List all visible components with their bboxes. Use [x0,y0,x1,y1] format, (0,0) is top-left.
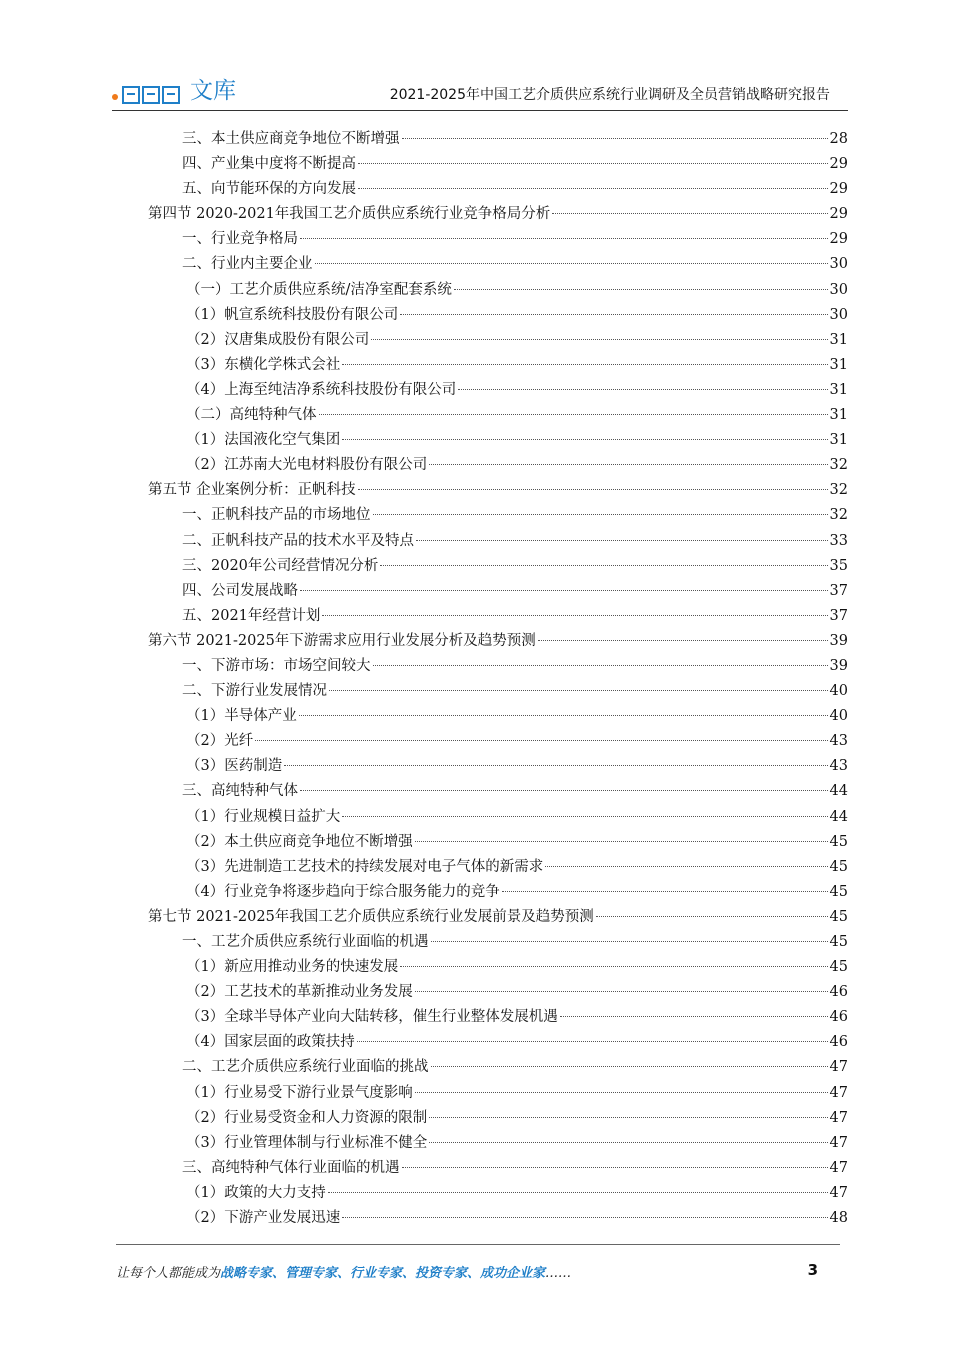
toc-entry-label: （3）医药制造 [186,758,283,775]
toc-entry[interactable] [148,930,848,955]
toc-entry[interactable] [148,1156,848,1181]
toc-leader-dots [300,238,828,239]
toc-entry[interactable] [148,252,848,277]
logo [112,70,236,104]
toc-entry[interactable] [148,303,848,328]
toc-entry-page: 29 [829,156,848,173]
toc-entry-page: 45 [829,833,848,850]
toc-entry-page: 47 [829,1134,848,1151]
toc-entry-label: （一）工艺介质供应系统/洁净室配套系统 [186,281,452,298]
toc-entry-label: 二、工艺介质供应系统行业面临的挑战 [182,1059,429,1076]
toc-entry-page: 29 [829,231,848,248]
footer-prefix: 让每个人都能成为 [116,1266,221,1281]
toc-entry-page: 47 [829,1059,848,1076]
toc-entry[interactable] [148,729,848,754]
toc-leader-dots [538,640,828,641]
toc-entry-label: 三、本土供应商竞争地位不断增强 [182,131,400,147]
toc-entry-page: 40 [829,683,848,700]
toc-entry-label: （2）行业易受资金和人力资源的限制 [186,1109,428,1126]
toc-entry-label: （3）行业管理体制与行业标准不健全 [186,1134,428,1151]
toc-leader-dots [415,841,828,842]
toc-entry-label: （3）先进制造工艺技术的持续发展对电子气体的新需求 [186,858,544,875]
toc-entry[interactable] [148,353,848,378]
toc-entry-page: 47 [829,1109,848,1126]
toc-entry-label: （1）法国液化空气集团 [186,432,341,449]
toc-entry-page: 47 [829,1084,848,1101]
toc-entry[interactable] [148,1055,848,1080]
toc-entry[interactable] [148,629,848,654]
toc-entry-label: 第七节 2021-2025年我国工艺介质供应系统行业发展前景及趋势预测 [148,908,594,925]
toc-leader-dots [416,540,828,541]
toc-leader-dots [342,816,827,817]
toc-entry-label: 四、产业集中度将不断提高 [182,156,356,173]
toc-entry-page: 46 [829,984,848,1001]
toc-entry[interactable] [148,127,848,152]
toc-entry-page: 37 [829,582,848,599]
toc-entry-label: 五、向节能环保的方向发展 [182,181,356,198]
toc-entry-label: 第五节 企业案例分析：正帆科技 [148,482,356,499]
toc-leader-dots [402,138,828,139]
toc-entry[interactable] [148,152,848,177]
toc-leader-dots [300,790,828,791]
toc-leader-dots [371,339,827,340]
toc-entry-label: 第四节 2020-2021年我国工艺介质供应系统行业竞争格局分析 [148,206,551,223]
toc-entry-label: 四、公司发展战略 [182,582,298,599]
toc-entry-page: 30 [829,281,848,298]
toc-entry-label: 第六节 2021-2025年下游需求应用行业发展分析及趋势预测 [148,632,536,649]
toc-entry-label: （4）行业竞争将逐步趋向于综合服务能力的竞争 [186,883,500,900]
toc-entry-label: 一、正帆科技产品的市场地位 [182,507,371,524]
toc-entry[interactable] [148,880,848,905]
toc-entry[interactable] [148,955,848,980]
toc-entry-page: 29 [829,181,848,198]
toc-entry[interactable] [148,754,848,779]
toc-leader-dots [319,414,828,415]
toc-entry-page: 47 [829,1184,848,1201]
toc-entry-label: （1）半导体产业 [186,708,297,725]
toc-leader-dots [458,389,827,390]
toc-entry[interactable] [148,654,848,679]
logo-text: 文库 [190,78,236,104]
toc-entry-page: 39 [829,657,848,674]
toc-entry-label: 一、行业竞争格局 [182,231,298,248]
toc-entry-page: 45 [829,959,848,976]
toc-entry-page: 43 [829,758,848,775]
toc-entry-label: （2）下游产业发展迅速 [186,1210,341,1227]
logo-letter-icon [122,86,140,104]
toc-entry[interactable] [148,980,848,1005]
page-number: 3 [807,1261,818,1279]
toc-entry-page: 45 [829,883,848,900]
toc-leader-dots [402,1167,828,1168]
toc-entry[interactable] [148,830,848,855]
toc-entry-label: 一、工艺介质供应系统行业面临的机遇 [182,934,429,950]
toc-leader-dots [429,1117,827,1118]
toc-entry[interactable] [148,1206,848,1231]
toc-entry-page: 31 [829,331,848,348]
toc-leader-dots [357,1041,828,1042]
toc-entry-label: 五、2021年经营计划 [182,607,321,624]
toc-leader-dots [342,364,827,365]
toc-entry-label: 三、高纯特种气体行业面临的机遇 [182,1159,400,1176]
toc-entry-page: 40 [829,708,848,725]
toc-leader-dots [255,740,827,741]
toc-entry-page: 48 [829,1210,848,1227]
toc-entry[interactable] [148,1106,848,1131]
toc-leader-dots [552,213,827,214]
toc-entry-label: 二、正帆科技产品的技术水平及特点 [182,532,414,549]
toc-entry-page: 32 [829,507,848,524]
toc-entry-label: （1）帆宣系统科技股份有限公司 [186,306,399,323]
toc-entry[interactable] [148,378,848,403]
toc-entry-label: （2）汉唐集成股份有限公司 [186,331,370,348]
toc-leader-dots [373,514,828,515]
toc-entry-page: 45 [829,908,848,925]
toc-leader-dots [429,464,827,465]
toc-entry-page: 39 [829,632,848,649]
toc-leader-dots [502,891,828,892]
toc-entry[interactable] [148,905,848,930]
toc-entry-page: 31 [829,381,848,398]
footer-slogan [116,1262,571,1281]
toc-entry-page: 45 [829,934,848,950]
toc-leader-dots [342,439,827,440]
toc-entry-label: （2）江苏南大光电材料股份有限公司 [186,457,428,474]
toc-entry[interactable] [148,1081,848,1106]
toc-entry-label: （二）高纯特种气体 [186,407,317,424]
toc-entry[interactable] [148,1005,848,1030]
toc-entry-label: （3）东横化学株式会社 [186,356,341,373]
toc-entry[interactable] [148,278,848,303]
toc-entry-page: 29 [829,206,848,223]
toc-entry[interactable] [148,503,848,528]
toc-entry-page: 43 [829,733,848,750]
toc-leader-dots [431,941,828,942]
page-header [112,66,848,111]
toc-entry-page: 30 [829,306,848,323]
toc-entry[interactable] [148,529,848,554]
toc-entry-label: 三、2020年公司经营情况分析 [182,557,379,574]
toc-entry-label: （1）行业易受下游行业景气度影响 [186,1084,413,1101]
toc-entry-page: 32 [829,482,848,499]
toc-entry-label: （3）全球半导体产业向大陆转移，催生行业整体发展机遇 [186,1009,558,1026]
toc-leader-dots [415,1092,828,1093]
toc-entry-page: 32 [829,457,848,474]
toc-leader-dots [342,1217,827,1218]
toc-entry[interactable] [148,403,848,428]
toc-entry-page: 30 [829,256,848,273]
toc-entry[interactable] [148,579,848,604]
toc-entry[interactable] [148,328,848,353]
toc-entry[interactable] [148,177,848,202]
toc-entry-label: （1）新应用推动业务的快速发展 [186,959,399,976]
toc-entry-page: 45 [829,858,848,875]
toc-entry-label: 二、行业内主要企业 [182,256,313,273]
toc-entry[interactable] [148,453,848,478]
toc-entry-label: （2）本土供应商竞争地位不断增强 [186,833,413,850]
toc-entry[interactable] [148,1131,848,1156]
toc-leader-dots [328,1192,828,1193]
toc-entry-page: 44 [829,808,848,825]
toc-entry-page: 37 [829,607,848,624]
toc-leader-dots [415,991,828,992]
logo-dot-icon [112,94,118,100]
toc-entry-page: 46 [829,1009,848,1026]
toc-entry-page: 31 [829,432,848,449]
toc-leader-dots [322,615,827,616]
toc-leader-dots [329,690,828,691]
toc-entry-page: 28 [829,131,848,147]
toc-entry-label: （1）行业规模日益扩大 [186,808,341,825]
toc-entry-label: （4）国家层面的政策扶持 [186,1034,355,1051]
toc-entry-page: 35 [829,557,848,574]
toc-entry[interactable] [148,604,848,629]
toc-entry-page: 31 [829,407,848,424]
toc-entry-page: 47 [829,1159,848,1176]
toc-leader-dots [545,866,827,867]
toc-entry-page: 33 [829,532,848,549]
toc-leader-dots [358,188,828,189]
toc-leader-dots [358,163,828,164]
report-title: 2021-2025年中国工艺介质供应系统行业调研及全员营销战略研究报告 [389,87,830,103]
toc-leader-dots [400,966,827,967]
toc-entry[interactable] [148,1181,848,1206]
toc-leader-dots [400,314,827,315]
toc-entry-label: 三、高纯特种气体 [182,783,298,800]
toc-entry[interactable] [148,679,848,704]
footer-suffix: …… [545,1266,572,1281]
toc-leader-dots [380,565,827,566]
toc-entry[interactable] [148,428,848,453]
toc-entry-label: （2）工艺技术的革新推动业务发展 [186,984,413,1001]
toc-entry-label: （1）政策的大力支持 [186,1184,326,1201]
toc-leader-dots [429,1142,827,1143]
toc-entry[interactable] [148,202,848,227]
toc-entry-label: 一、下游市场：市场空间较大 [182,657,371,674]
toc-leader-dots [373,665,828,666]
toc-entry[interactable] [148,805,848,830]
table-of-contents [148,127,848,1231]
toc-entry[interactable] [148,554,848,579]
toc-entry-label: （2）光纤 [186,733,254,750]
toc-leader-dots [431,1066,828,1067]
footer-divider [116,1244,840,1245]
logo-letter-icon [142,86,160,104]
toc-leader-dots [560,1016,828,1017]
toc-leader-dots [300,590,828,591]
toc-leader-dots [596,916,828,917]
toc-entry[interactable] [148,779,848,804]
toc-leader-dots [284,765,827,766]
toc-entry[interactable] [148,1030,848,1055]
toc-entry-page: 31 [829,356,848,373]
toc-entry-page: 46 [829,1034,848,1051]
toc-leader-dots [454,289,828,290]
toc-leader-dots [358,489,828,490]
toc-entry-label: 二、下游行业发展情况 [182,683,327,700]
toc-leader-dots [315,263,828,264]
toc-entry[interactable] [148,227,848,252]
footer-highlight: 战略专家、管理专家、行业专家、投资专家、成功企业家 [220,1266,546,1281]
toc-entry[interactable] [148,704,848,729]
toc-entry-label: （4）上海至纯洁净系统科技股份有限公司 [186,381,457,398]
toc-entry[interactable] [148,855,848,880]
logo-letter-icon [162,86,180,104]
toc-entry-page: 44 [829,783,848,800]
toc-entry[interactable] [148,478,848,503]
toc-leader-dots [299,715,828,716]
